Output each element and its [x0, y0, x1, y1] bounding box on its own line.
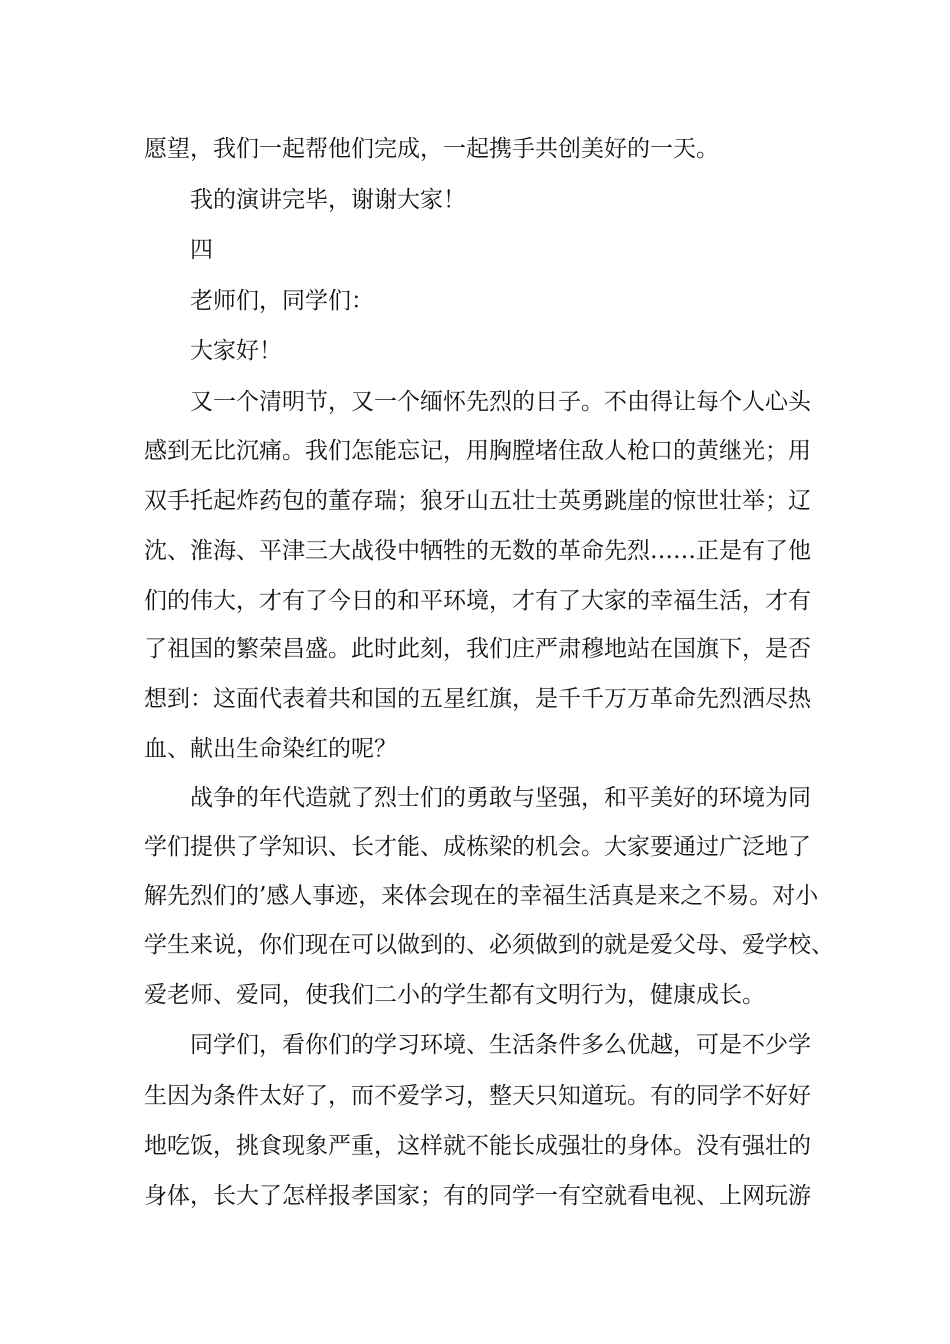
text-line: 想到：这面代表着共和国的五星红旗，是千千万万革命先烈洒尽热 [144, 686, 811, 712]
text-line: 学生来说，你们现在可以做到的、必须做到的就是爱父母、爱学校、 [144, 932, 834, 958]
text-line: 身体，长大了怎样报孝国家；有的同学一有空就看电视、上网玩游 [144, 1183, 811, 1209]
text-line: 战争的年代造就了烈士们的勇敢与坚强，和平美好的环境为同 [190, 785, 811, 811]
text-line: 解先烈们的’感人事迹，来体会现在的幸福生活真是来之不易。对小 [144, 883, 819, 909]
text-line: 感到无比沉痛。我们怎能忘记，用胸膛堵住敌人枪口的黄继光；用 [144, 438, 811, 464]
salutation: 老师们，同学们： [190, 288, 374, 314]
text-line: 愿望，我们一起帮他们完成，一起携手共创美好的一天。 [144, 136, 719, 162]
text-line: 爱老师、爱同，使我们二小的学生都有文明行为，健康成长。 [144, 982, 765, 1008]
text-line: 血、献出生命染红的呢？ [144, 736, 397, 762]
text-line: 沈、淮海、平津三大战役中牺牲的无数的革命先烈……正是有了他 [144, 538, 811, 564]
text-line: 又一个清明节，又一个缅怀先烈的日子。不由得让每个人心头 [190, 389, 811, 415]
text-line: 们的伟大，才有了今日的和平环境，才有了大家的幸福生活，才有 [144, 588, 811, 614]
text-line: 地吃饭，挑食现象严重，这样就不能长成强壮的身体。没有强壮的 [144, 1133, 811, 1159]
text-line: 学们提供了学知识、长才能、成栋梁的机会。大家要通过广泛地了 [144, 834, 811, 860]
greeting: 大家好！ [190, 338, 282, 364]
section-number: 四 [190, 237, 213, 263]
text-line: 了祖国的繁荣昌盛。此时此刻，我们庄严肃穆地站在国旗下，是否 [144, 636, 811, 662]
text-line: 我的演讲完毕，谢谢大家！ [190, 187, 466, 213]
text-line: 双手托起炸药包的董存瑞；狼牙山五壮士英勇跳崖的惊世壮举；辽 [144, 488, 811, 514]
text-line: 同学们，看你们的学习环境、生活条件多么优越，可是不少学 [190, 1032, 811, 1058]
text-line: 生因为条件太好了，而不爱学习，整天只知道玩。有的同学不好好 [144, 1083, 811, 1109]
